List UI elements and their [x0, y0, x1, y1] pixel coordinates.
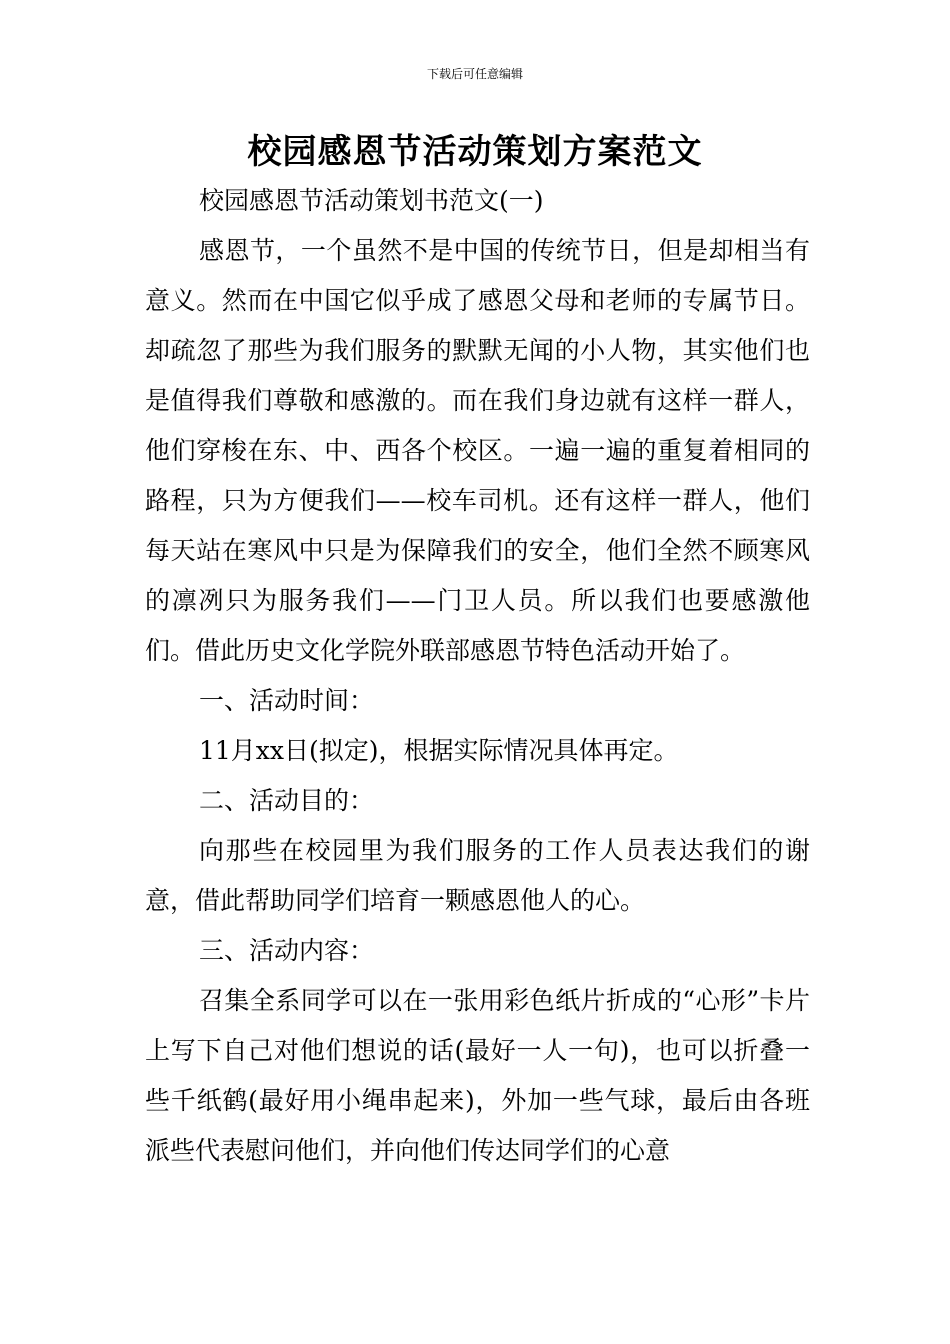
paragraph-purpose: 向那些在校园里为我们服务的工作人员表达我们的谢意，借此帮助同学们培育一颗感恩他人的心。: [145, 836, 810, 915]
document-title: 校园感恩节活动策划方案范文: [247, 132, 703, 172]
section-heading-content: 三、活动内容：: [199, 936, 375, 965]
paragraph-intro: 感恩节，一个虽然不是中国的传统节日，但是却相当有意义。然而在中国它似乎成了感恩父母和老师的专属节日。却疏忽了那些为我们服务的默默无闻的小人物，其实他们也是值得我们尊敬和感激的。而在我们身边就有这样一群人，他们穿梭在东、中、西各个校区。一遍一遍的重复着相同的路程，只为方便我们——校车司机。还有这样一群人，他们每天站在寒风中只是为保障我们的安全，他们全然不顾寒风的凛冽只为服务我们——门卫人员。所以我们也要感激他们。借此历史文化学院外联部感恩节特色活动开始了。: [145, 236, 810, 665]
subtitle: 校园感恩节活动策划书范文(一): [199, 186, 544, 215]
paragraph-content: 召集全系同学可以在一张用彩色纸片折成的“心形”卡片上写下自己对他们想说的话(最好一人一句)，也可以折叠一些千纸鹤(最好用小绳串起来)，外加一些气球，最后由各班派些代表慰问他们，并向他们传达同学们的心意: [145, 986, 810, 1165]
section-heading-purpose: 二、活动目的：: [199, 786, 375, 815]
paragraph-time: 11月xx日(拟定)，根据实际情况具体再定。: [199, 736, 679, 765]
section-heading-time: 一、活动时间：: [199, 686, 375, 715]
document-body: [145, 176, 810, 1176]
header-note: 下载后可任意编辑: [426, 67, 523, 81]
